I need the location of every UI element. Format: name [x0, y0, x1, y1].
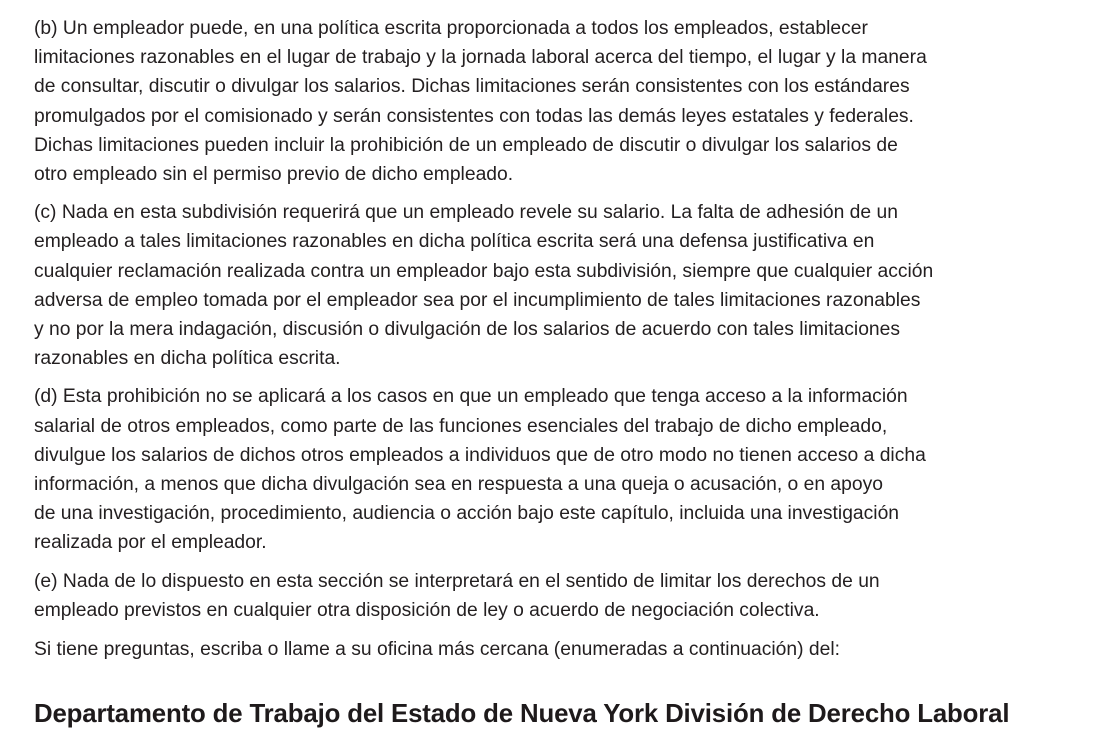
paragraph-line: y no por la mera indagación, discusión o divulgación de los salarios de acuerdo con tales limitaciones [34, 319, 901, 341]
paragraph-c [34, 198, 1074, 373]
paragraph-line: salarial de otros empleados, como parte de las funciones esenciales del trabajo de dicho empleado, [34, 415, 888, 437]
paragraph-d [34, 382, 1074, 557]
paragraph-line: (d) Esta prohibición no se aplicará a los casos en que un empleado que tenga acceso a la información [34, 386, 908, 408]
document-page [34, 14, 1074, 728]
paragraph-line: adversa de empleo tomada por el empleador sea por el incumplimiento de tales limitaciones razonables [34, 289, 921, 311]
paragraph-line: información, a menos que dicha divulgación sea en respuesta a una queja o acusación, o en apoyo [34, 474, 883, 496]
paragraph-line: promulgados por el comisionado y serán consistentes con todas las demás leyes estatales y federales. [34, 105, 914, 127]
paragraph-line: razonables en dicha política escrita. [34, 348, 341, 370]
paragraph-line: Si tiene preguntas, escriba o llame a su oficina más cercana (enumeradas a continuación) del: [34, 639, 840, 661]
contact-paragraph [34, 635, 1074, 664]
paragraph-b [34, 14, 1074, 189]
paragraph-line: Dichas limitaciones pueden incluir la prohibición de un empleado de discutir o divulgar los salarios de [34, 134, 898, 156]
paragraph-line: realizada por el empleador. [34, 532, 267, 554]
paragraph-line: de consultar, discutir o divulgar los salarios. Dichas limitaciones serán consistentes con los estándares [34, 76, 910, 98]
paragraph-e [34, 567, 1074, 625]
paragraph-line: (b) Un empleador puede, en una política escrita proporcionada a todos los empleados, establecer [34, 18, 868, 39]
paragraph-line: cualquier reclamación realizada contra un empleador bajo esta subdivisión, siempre que cualquier acción [34, 260, 934, 282]
paragraph-line: (c) Nada en esta subdivisión requerirá que un empleado revele su salario. La falta de adhesión de un [34, 202, 898, 224]
department-heading: Departamento de Trabajo del Estado de Nueva York División de Derecho Laboral [34, 700, 1010, 728]
paragraph-line: empleado previstos en cualquier otra disposición de ley o acuerdo de negociación colectiva. [34, 599, 820, 621]
paragraph-line: de una investigación, procedimiento, audiencia o acción bajo este capítulo, incluida una investigación [34, 503, 900, 525]
paragraph-line: limitaciones razonables en el lugar de trabajo y la jornada laboral acerca del tiempo, el lugar y la manera [34, 47, 927, 69]
paragraph-line: otro empleado sin el permiso previo de dicho empleado. [34, 164, 514, 186]
paragraph-line: divulgue los salarios de dichos otros empleados a individuos que de otro modo no tienen acceso a dicha [34, 444, 926, 466]
paragraph-line: (e) Nada de lo dispuesto en esta sección se interpretará en el sentido de limitar los derechos de un [34, 570, 880, 592]
paragraph-line: empleado a tales limitaciones razonables en dicha política escrita será una defensa justificativa en [34, 231, 875, 253]
